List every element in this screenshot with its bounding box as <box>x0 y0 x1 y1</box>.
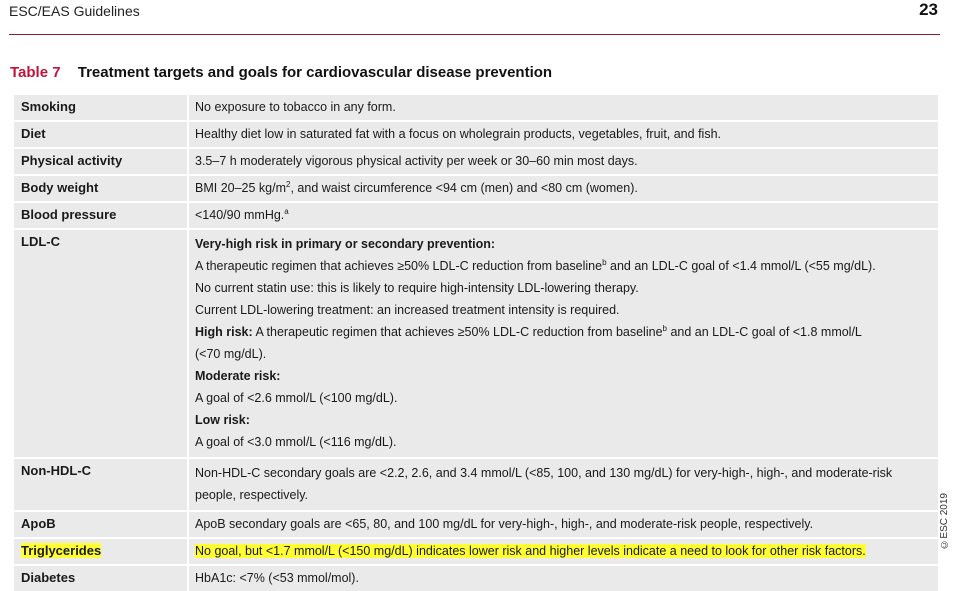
row-label: Non-HDL-C <box>14 459 189 512</box>
row-label: Smoking <box>14 95 189 122</box>
row-text: HbA1c: <7% (<53 mmol/mol). <box>189 566 938 591</box>
page-number: 23 <box>919 0 938 19</box>
row-text: 3.5–7 h moderately vigorous physical activity per week or 30–60 min most days. <box>189 149 938 176</box>
ldl-very-high-text: A therapeutic regimen that achieves ≥50% LDL-C reduction from baseline$^b$ and an LDL-C goal of <1.4 mmol/L (<55 mg/dL). <box>195 257 876 273</box>
row-label: Diet <box>14 122 189 149</box>
table-row-smoking <box>14 95 938 122</box>
ldl-no-statin: No current statin use: this is likely to require high-intensity LDL-lowering therapy. <box>195 281 639 295</box>
ldl-high-risk: High risk: A therapeutic regimen that achieves ≥50% LDL-C reduction from baseline$^b$ and an LDL-C goal of <1.8 mmol/L <box>195 323 862 339</box>
row-text <box>189 230 938 459</box>
ldl-low-text: A goal of <3.0 mmol/L (<116 mg/dL). <box>195 435 397 449</box>
row-label: Physical activity <box>14 149 189 176</box>
table-row-physical-activity <box>14 149 938 176</box>
table-number: Table 7 <box>10 64 61 81</box>
ldl-moderate-heading: Moderate risk: <box>195 369 281 383</box>
ldl-current-treatment: Current LDL-lowering treatment: an increased treatment intensity is required. <box>195 303 620 317</box>
ldl-moderate-text: A goal of <2.6 mmol/L (<100 mg/dL). <box>195 391 398 405</box>
table-row-apob <box>14 512 938 539</box>
table-row-diabetes <box>14 566 938 591</box>
row-label: Diabetes <box>14 566 189 591</box>
table-caption <box>10 64 552 81</box>
row-text: <140/90 mmHg.$^a$ <box>189 203 938 230</box>
table-row-triglycerides <box>14 539 938 566</box>
row-label <box>14 539 189 566</box>
ldl-high-risk-cont: (<70 mg/dL). <box>195 347 267 361</box>
row-label: Body weight <box>14 176 189 203</box>
header-rule <box>9 34 940 35</box>
row-text: BMI 20–25 $kg/m^2$, and waist circumference <94 cm (men) and <80 cm (women). <box>189 176 938 203</box>
table-row-ldl-c <box>14 230 938 459</box>
table-row-blood-pressure <box>14 203 938 230</box>
highlighted-label: Triglycerides <box>21 543 102 558</box>
table-row-non-hdl-c <box>14 459 938 512</box>
ldl-low-heading: Low risk: <box>195 413 250 427</box>
row-text: No exposure to tobacco in any form. <box>189 95 938 122</box>
row-label: LDL-C <box>14 230 189 459</box>
table-row-body-weight <box>14 176 938 203</box>
running-header: ESC/EAS Guidelines <box>9 3 140 19</box>
table-row-diet <box>14 122 938 149</box>
row-text: Non-HDL-C secondary goals are <2.2, 2.6, and 3.4 mmol/L (<85, 100, and 130 mg/dL) for very-high-, high-, and moderate-risk people, respectively. <box>189 459 938 512</box>
row-label: Blood pressure <box>14 203 189 230</box>
copyright-notice: ©ESC 2019 <box>939 493 950 550</box>
row-text <box>189 539 938 566</box>
highlighted-text: No goal, but <1.7 mmol/L (<150 mg/dL) indicates lower risk and higher levels indicate a need to look for other risk factors. <box>195 544 866 558</box>
ldl-very-high-heading: Very-high risk in primary or secondary prevention: <box>195 237 496 251</box>
row-text: Healthy diet low in saturated fat with a focus on wholegrain products, vegetables, fruit, and fish. <box>189 122 938 149</box>
row-text: ApoB secondary goals are <65, 80, and 100 mg/dL for very-high-, high-, and moderate-risk people, respectively. <box>189 512 938 539</box>
table-title: Treatment targets and goals for cardiovascular disease prevention <box>77 64 553 81</box>
row-label: ApoB <box>14 512 189 539</box>
treatment-targets-table <box>14 95 938 591</box>
